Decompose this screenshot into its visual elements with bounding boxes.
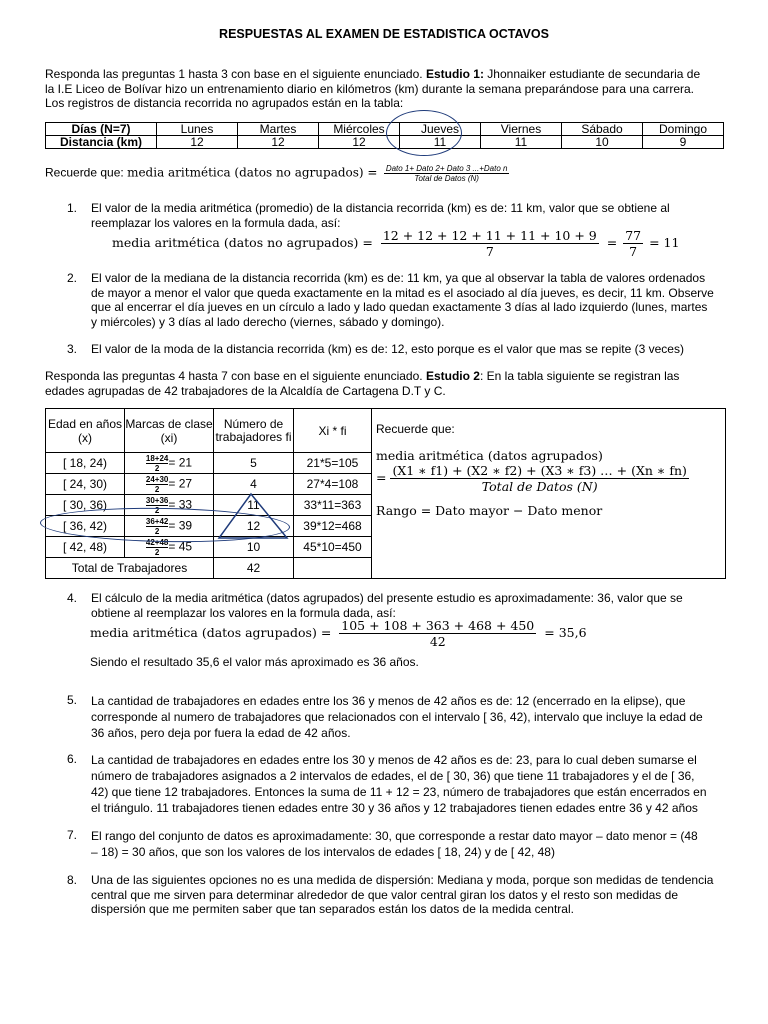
intro1-line2: la I.E Liceo de Bolívar hizo un entrenamiento diario en kilómetros (km) durante la semana preparándose para una carrera.: [45, 81, 695, 96]
q5-number: 5.: [67, 693, 78, 707]
table1-value: 11: [400, 136, 481, 149]
intro2-rest: : En la tabla siguiente se registran las: [479, 369, 680, 383]
question-2: [67, 271, 727, 331]
question-5: [67, 693, 727, 739]
intro1-line3: Los registros de distancia recorrida no agrupados están en la tabla:: [45, 96, 404, 110]
q1-numerator-2: 77: [625, 228, 642, 243]
intro1-lead: Responda las preguntas 1 hasta 3 con base en el siguiente enunciado.: [45, 67, 426, 81]
q1-fraction: [381, 228, 599, 259]
table2-interval: [ 30, 36): [46, 495, 125, 516]
mark-denominator: 2: [154, 526, 160, 536]
q5-line: 36 años, pero deja por fuera la edad de 42 años.: [91, 726, 351, 740]
question-3: [67, 342, 727, 358]
q7-line: – 18) = 30 años, que son los valores de los intervalos de edades [ 18, 24) y de [ 42, 48): [91, 845, 555, 859]
q4-denominator: 42: [429, 634, 446, 649]
table1-day: Miércoles: [319, 123, 400, 136]
side-range-formula: Rango = Dato mayor − Dato menor: [376, 503, 603, 518]
table2-header-row: [46, 409, 726, 453]
question-7: [67, 828, 727, 860]
q1-equals: =: [606, 235, 618, 250]
table2-total-value: 42: [214, 558, 294, 579]
q7-number: 7.: [67, 828, 78, 842]
question-6: [67, 752, 727, 816]
intro1-line1: [45, 67, 725, 82]
q1-line1: El valor de la media aritmética (promedio) de la distancia recorrida (km) es de: 11 km, valor que se obtiene al: [91, 201, 670, 215]
table1-value: 9: [643, 136, 724, 149]
triangle-annotation: [215, 490, 291, 542]
mark-value: = 21: [168, 455, 193, 470]
table1-day: Jueves: [400, 123, 481, 136]
table2-interval: [ 18, 24): [46, 453, 125, 474]
side-lead: Recuerde que:: [376, 422, 455, 436]
table2-total-label: Total de Trabajadores: [46, 558, 214, 579]
q5-line: corresponde al numero de trabajadores que relacionados con el intervalo [ 36, 42), intervalo que incluye la edad de: [91, 710, 703, 724]
table1-day: Martes: [238, 123, 319, 136]
table2-xifi: 33*11=363: [294, 495, 372, 516]
q1-fraction-2: [623, 228, 643, 259]
q2-line: de mayor a menor el valor que queda exactamente en la mitad es el asociado al día jueves, es decir, 11 km. Observe: [91, 285, 714, 300]
mark-value: = 39: [168, 518, 193, 533]
table2-xifi: 45*10=450: [294, 537, 372, 558]
q7-text: [91, 828, 727, 860]
table1-value: 11: [481, 136, 562, 149]
reminder1-numerator: Dato 1+ Dato 2+ Dato 3 ...+Dato n: [385, 164, 508, 173]
table1-header-row: [46, 123, 724, 136]
q4-result: = 35,6: [544, 625, 587, 640]
q8-line: dispersión que me permiten saber que tan separados están los datos de la medida central.: [91, 902, 574, 916]
q6-text: [91, 752, 727, 816]
q2-line: El valor de la mediana de la distancia recorrida (km) es de: 11 km, ya que al observar la tabla de valores ordenados: [91, 271, 706, 285]
table2-class-mark: [125, 474, 214, 495]
table2-header: Número de trabajadores fi: [214, 409, 294, 453]
reminder1-denominator: Total de Datos (N): [414, 174, 479, 183]
table1-value-row: [46, 136, 724, 149]
q2-text: [91, 271, 727, 329]
mark-denominator: 2: [154, 505, 160, 515]
intro1-bold: Estudio 1:: [425, 67, 484, 81]
table1-value: 12: [238, 136, 319, 149]
q4-line1: El cálculo de la media aritmética (datos agrupados) del presente estudio es aproximadamente: 36, valor que se: [91, 591, 683, 605]
question-8: [67, 873, 727, 921]
q2-number: 2.: [67, 271, 78, 285]
table2-fi: 4: [214, 474, 294, 495]
q1-denominator: 7: [485, 244, 494, 259]
table2-empty-cell: [294, 558, 372, 579]
mark-denominator: 2: [154, 547, 160, 557]
q4-numerator: 105 + 108 + 363 + 468 + 450: [341, 618, 535, 633]
table1-header-label: Días (N=7): [46, 123, 157, 136]
q3-number: 3.: [67, 342, 78, 356]
table2-class-mark: [125, 453, 214, 474]
page-title: RESPUESTAS AL EXAMEN DE ESTADISTICA OCTAVOS: [219, 27, 549, 41]
mark-value: = 27: [168, 476, 193, 491]
mark-value: = 33: [168, 497, 193, 512]
table1-day: Lunes: [157, 123, 238, 136]
q8-text: [91, 873, 727, 917]
mark-numerator: 18+24: [145, 453, 169, 463]
q4-number: 4.: [67, 591, 78, 605]
q4-note: Siendo el resultado 35,6 el valor más aproximado es 36 años.: [90, 655, 419, 669]
q2-line: que al encerrar el día jueves en un círculo a lado y lado quedan exactamente 3 días al lado izquierdo (lunes, martes: [91, 300, 708, 314]
table1-value: 12: [319, 136, 400, 149]
q5-line: La cantidad de trabajadores en edades entre los 36 y menos de 42 años es de: 12 (encerrado en la elipse), que: [91, 694, 686, 708]
table2-side-formula: [372, 409, 726, 579]
mark-numerator: 30+36: [145, 495, 169, 505]
q1-text: [91, 201, 727, 230]
table2-interval: [ 42, 48): [46, 537, 125, 558]
mark-numerator: 36+42: [145, 516, 169, 526]
q2-line: y miércoles) y 3 días al lado derecho (viernes, sábado y domingo).: [91, 314, 445, 329]
reminder-formula-1: [45, 164, 725, 183]
q3-text: [91, 342, 727, 357]
distance-table: [45, 122, 724, 149]
intro1-rest: Jhonnaiker estudiante de secundaria de: [483, 67, 701, 81]
table1-value: 12: [157, 136, 238, 149]
q6-line: La cantidad de trabajadores en edades entre los 30 y menos de 42 años es de: 23, para lo cual deben sumarse el: [91, 753, 697, 767]
table2-interval: [ 24, 30): [46, 474, 125, 495]
q1-result: = 11: [649, 235, 680, 250]
intro2-bold: Estudio 2: [425, 369, 480, 383]
table2-header: Marcas de clase (xi): [125, 409, 214, 453]
reminder1-fraction: [384, 164, 510, 183]
mark-denominator: 2: [154, 484, 160, 494]
q3-line: El valor de la moda de la distancia recorrida (km) es de: 12, esto porque es el valor que mas se repite (3 veces): [91, 342, 684, 356]
table2-fi: 11: [214, 495, 294, 516]
table2-header: Xi * fi: [294, 409, 372, 453]
side-formula-name: media aritmética (datos agrupados): [376, 448, 603, 463]
side-equals: =: [376, 470, 387, 485]
table1-day: Domingo: [643, 123, 724, 136]
grouped-ages-table: [45, 408, 726, 579]
jueves-circle-annotation: [386, 110, 462, 156]
q4-formula-name: media aritmética (datos agrupados) =: [90, 625, 332, 640]
q1-formula-name: media aritmética (datos no agrupados) =: [112, 235, 373, 250]
q4-line2: obtiene al reemplazar los valores en la formula dada, así:: [91, 605, 396, 620]
q1-denominator-2: 7: [629, 244, 638, 259]
intro2-line2: edades agrupadas de 42 trabajadores de la Alcaldía de Cartagena D.T y C.: [45, 383, 446, 398]
q5-text: [91, 693, 727, 741]
table2-header: Edad en años (x): [46, 409, 125, 453]
side-formula-fraction-row: [376, 463, 721, 494]
table2-xifi: 21*5=105: [294, 453, 372, 474]
table2-xifi: 27*4=108: [294, 474, 372, 495]
q6-line: 42) que tiene 12 trabajadores. Entonces la suma de 11 + 12 = 23, número de trabajadores que están encerrados en: [91, 785, 707, 799]
q8-number: 8.: [67, 873, 78, 887]
table2-xifi: 39*12=468: [294, 516, 372, 537]
q8-line: central que me sirven para determinar alrededor de que valor central giran los datos y el resto son medidas de: [91, 887, 678, 902]
intro2-lead: Responda las preguntas 4 hasta 7 con base en el siguiente enunciado.: [45, 369, 426, 383]
mark-value: = 45: [168, 539, 193, 554]
mark-numerator: 24+30: [145, 474, 169, 484]
reminder1-lead: Recuerde que:: [45, 165, 128, 180]
q4-fraction: [339, 618, 536, 649]
q6-line: el triángulo. 11 trabajadores tienen edades entre 30 y 36 años y 12 trabajadores tienen edades entre 36 y 42 años: [91, 801, 698, 815]
q7-line: El rango del conjunto de datos es aproximadamente: 30, que corresponde a restar dato mayor – dato menor = (48: [91, 829, 698, 843]
table2-fi: 12: [214, 516, 294, 537]
table2-fi: 10: [214, 537, 294, 558]
side-denominator: Total de Datos (N): [481, 479, 598, 494]
side-numerator: (X1 ∗ f1) + (X2 ∗ f2) + (X3 ∗ f3) … + (Xn ∗ fn): [392, 463, 687, 478]
table1-row-label: Distancia (km): [46, 136, 157, 149]
table1-value: 10: [562, 136, 643, 149]
q6-line: número de trabajadores asignados a 2 intervalos de edades, el de [ 30, 36) que tiene 11 trabajadores y el de [ 36,: [91, 769, 695, 783]
table2-fi: 5: [214, 453, 294, 474]
q1-numerator: 12 + 12 + 12 + 11 + 11 + 10 + 9: [382, 228, 597, 243]
q4-text: [91, 591, 727, 620]
table1-day: Sábado: [562, 123, 643, 136]
intro-study-1: [45, 67, 725, 111]
q6-number: 6.: [67, 752, 78, 766]
reminder1-formula-name: media aritmética (datos no agrupados) =: [127, 165, 378, 180]
q1-formula: [112, 228, 679, 259]
q8-line: Una de las siguientes opciones no es una medida de dispersión: Mediana y moda, porque son medidas de tendencia: [91, 873, 714, 887]
intro2-line1: [45, 369, 725, 384]
table2-interval: [ 36, 42): [46, 516, 125, 537]
mark-numerator: 42+48: [145, 537, 169, 547]
mark-denominator: 2: [154, 463, 160, 473]
intro-study-2: [45, 369, 725, 398]
q4-formula: [90, 618, 587, 649]
side-fraction: [390, 463, 688, 494]
q1-number: 1.: [67, 201, 78, 215]
table1-day: Viernes: [481, 123, 562, 136]
q1-line2: reemplazar los valores en la formula dada, así:: [91, 215, 341, 230]
